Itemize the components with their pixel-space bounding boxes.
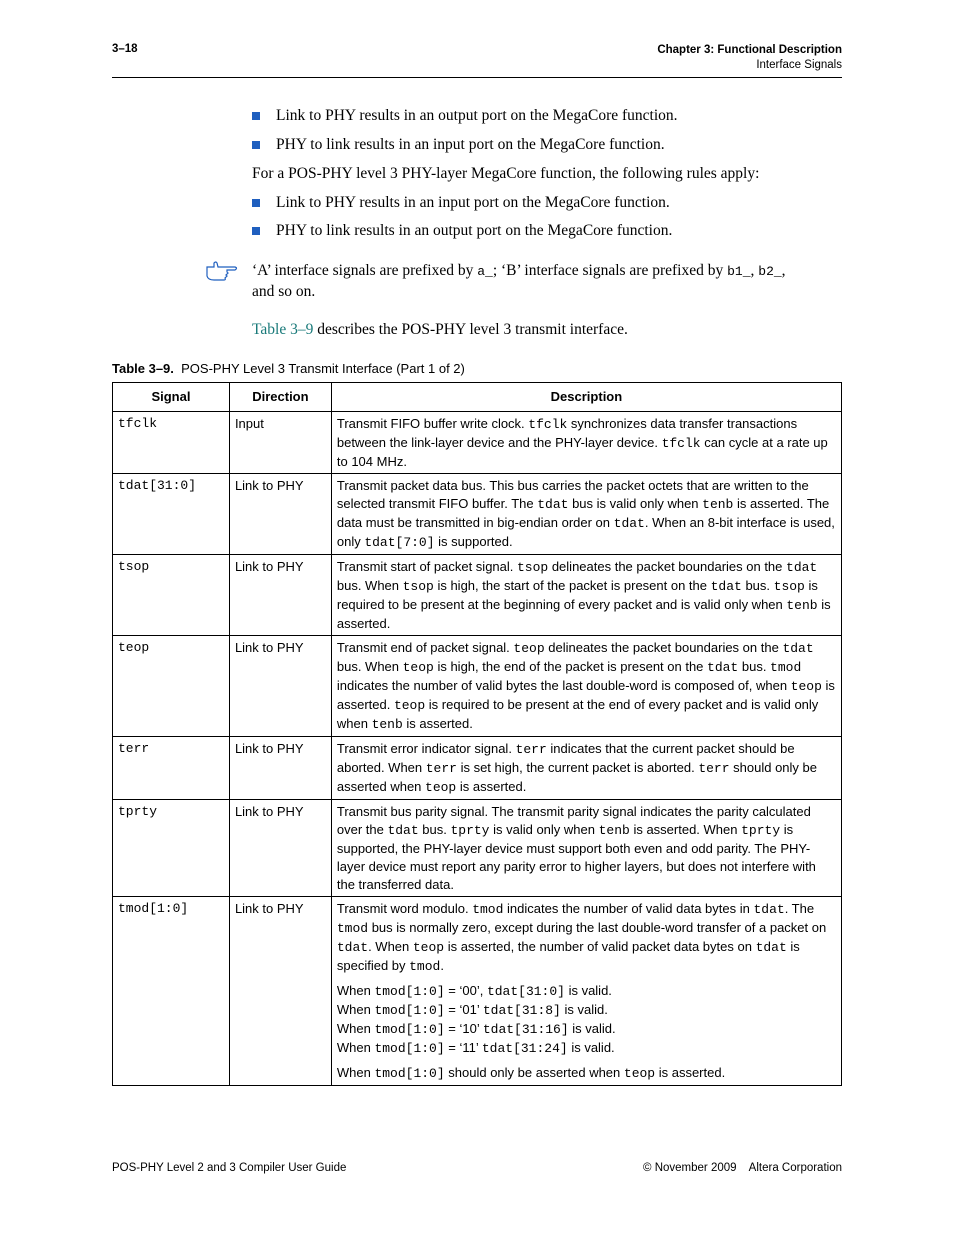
table-row <box>113 897 842 1086</box>
column-header: Direction <box>229 383 331 412</box>
reference-paragraph: Table 3–9 describes the POS-PHY level 3 transmit interface. <box>252 321 628 338</box>
description-cell: Transmit packet data bus. This bus carries the packet octets that are written to the selected transmit FIFO buffer. The tdat bus is valid only when tenb is asserted. The data must be transmitted in big-endian order on tdat. When an 8-bit interface is used, only tdat[7:0] is supported. <box>331 474 841 555</box>
signal-cell: tprty <box>113 800 230 897</box>
bullet-square-icon <box>252 141 260 149</box>
description-cell: Transmit FIFO buffer write clock. tfclk synchronizes data transfer transactions between the link-layer device and the PHY-layer device. tfclk can cycle at a rate up to 104 MHz. <box>331 412 841 474</box>
signal-cell: tdat[31:0] <box>113 474 230 555</box>
direction-cell: Link to PHY <box>229 555 331 636</box>
note-text: ‘A’ interface signals are prefixed by a_; ‘B’ interface signals are prefixed by b1_, b2_, <box>252 262 786 279</box>
pointing-hand-icon <box>205 261 241 281</box>
direction-cell: Link to PHY <box>229 474 331 555</box>
page-number: 3–18 <box>112 43 138 55</box>
signal-cell: tmod[1:0] <box>113 897 230 1086</box>
table-row <box>113 636 842 737</box>
signal-table <box>112 382 842 1086</box>
footer-copyright: © November 2009 Altera Corporation <box>643 1162 842 1174</box>
table-link[interactable]: Table 3–9 <box>252 321 314 338</box>
bullet-square-icon <box>252 227 260 235</box>
bullet-square-icon <box>252 112 260 120</box>
column-header: Signal <box>113 383 230 412</box>
direction-cell: Input <box>229 412 331 474</box>
description-cell: Transmit bus parity signal. The transmit parity signal indicates the parity calculated over the tdat bus. tprty is valid only when tenb is asserted. When tprty is supported, the PHY-layer device must support both even and odd parity. The PHY-layer device must report any parity error to higher layers, but does not interfere with the transferred data. <box>331 800 841 897</box>
table-header-row <box>113 383 842 412</box>
intro-paragraph: For a POS-PHY level 3 PHY-layer MegaCore function, the following rules apply: <box>252 165 760 182</box>
header-rule <box>112 77 842 78</box>
description-cell: Transmit end of packet signal. teop delineates the packet boundaries on the tdat bus. When teop is high, the end of the packet is present on the tdat bus. tmod indicates the number of valid bytes the last double-word is composed of, when teop is asserted. teop is required to be present at the end of every packet and is valid only when tenb is asserted. <box>331 636 841 737</box>
table-row <box>113 555 842 636</box>
chapter-title: Chapter 3: Functional Description <box>657 44 842 56</box>
section-title: Interface Signals <box>756 59 842 71</box>
direction-cell: Link to PHY <box>229 800 331 897</box>
bullet-square-icon <box>252 199 260 207</box>
signal-cell: tsop <box>113 555 230 636</box>
description-cell: Transmit start of packet signal. tsop delineates the packet boundaries on the tdat bus. When tsop is high, the start of the packet is present on the tdat bus. tsop is required to be present at the beginning of every packet and is valid only when tenb is asserted. <box>331 555 841 636</box>
direction-cell: Link to PHY <box>229 897 331 1086</box>
description-cell: Transmit error indicator signal. terr indicates that the current packet should be aborted. When terr is set high, the current packet is aborted. terr should only be asserted when teop is asserted. <box>331 737 841 800</box>
footer-title: POS-PHY Level 2 and 3 Compiler User Guide <box>112 1162 347 1174</box>
note-text-line2: and so on. <box>252 283 316 300</box>
table-caption: Table 3–9. POS-PHY Level 3 Transmit Interface (Part 1 of 2) <box>112 361 465 376</box>
direction-cell: Link to PHY <box>229 737 331 800</box>
table-row <box>113 737 842 800</box>
signal-cell: teop <box>113 636 230 737</box>
column-header: Description <box>331 383 841 412</box>
table-row <box>113 412 842 474</box>
direction-cell: Link to PHY <box>229 636 331 737</box>
table-row <box>113 800 842 897</box>
signal-cell: tfclk <box>113 412 230 474</box>
signal-cell: terr <box>113 737 230 800</box>
running-header <box>657 43 842 73</box>
description-cell: Transmit word modulo. tmod indicates the number of valid data bytes in tdat. The tmod bus is normally zero, except during the last double-word transfer of a packet on tdat. When teop is asserted, the number of valid packet data bytes on tdat is specified by tmod. When tmod[1:0] = ‘00’, tdat[31:0] is valid. When tmod[1:0] = ‘01’ tdat[31:8] is valid. When tmod[1:0] = ‘10’ tdat[31:16] is valid. When tmod[1:0] = ‘11’ tdat[31:24] is valid. When tmod[1:0] should only be asserted when teop is asserted. <box>331 897 841 1086</box>
table-row <box>113 474 842 555</box>
